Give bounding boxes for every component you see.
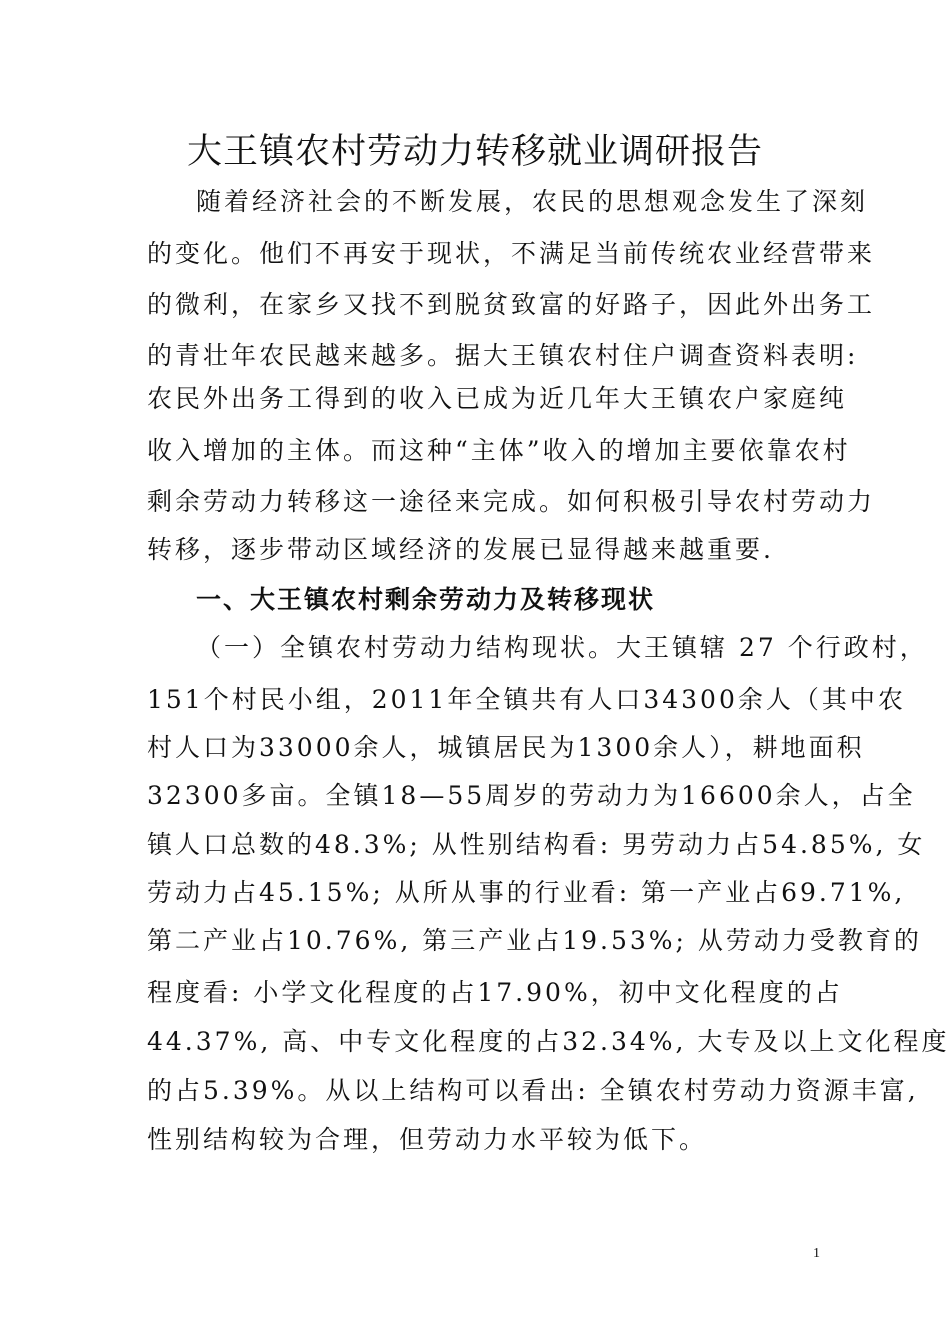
paragraph-line: 镇人口总数的48.3%; 从性别结构看: 男劳动力占54.85%, 女 [147,830,926,859]
paragraph-line: 随着经济社会的不断发展，农民的思想观念发生了深刻 [196,187,869,216]
paragraph-line: 村人口为33000余人，城镇居民为1300余人），耕地面积 [147,733,865,762]
paragraph-line: （一）全镇农村劳动力结构现状。大王镇辖 27 个行政村， [196,633,928,662]
paragraph-line: 收入增加的主体。而这种“主体”收入的增加主要依靠农村 [147,436,851,465]
paragraph-line: 的青壮年农民越来越多。据大王镇农村住户调查资料表明: [147,341,859,370]
paragraph-line: 转移，逐步带动区域经济的发展已显得越来越重要. [147,535,774,564]
paragraph-line: 的变化。他们不再安于现状，不满足当前传统农业经营带来 [147,239,876,268]
paragraph-line: 的微利，在家乡又找不到脱贫致富的好路子，因此外出务工 [147,290,876,319]
section-heading: 一、大王镇农村剩余劳动力及转移现状 [196,585,656,614]
paragraph-line: 程度看: 小学文化程度的占17.90%，初中文化程度的占 [147,978,843,1007]
paragraph-line: 剩余劳动力转移这一途径来完成。如何积极引导农村劳动力 [147,487,876,516]
paragraph-line: 劳动力占45.15%; 从所从事的行业看: 第一产业占69.71%, [147,878,906,907]
document-title: 大王镇农村劳动力转移就业调研报告 [186,132,763,172]
paragraph-line: 第二产业占10.76%, 第三产业占19.53%; 从劳动力受教育的 [147,926,922,955]
page-number: 1 [813,1246,820,1261]
paragraph-line: 32300多亩。全镇18—55周岁的劳动力为16600余人，占全 [147,781,916,810]
paragraph-line: 44.37%, 高、中专文化程度的占32.34%, 大专及以上文化程度 [147,1027,950,1056]
paragraph-line: 的占5.39%。从以上结构可以看出: 全镇农村劳动力资源丰富, [147,1076,919,1105]
paragraph-line: 151个村民小组，2011年全镇共有人口34300余人（其中农 [147,685,906,714]
paragraph-line: 性别结构较为合理，但劳动力水平较为低下。 [147,1125,708,1154]
paragraph-line: 农民外出务工得到的收入已成为近几年大王镇农户家庭纯 [147,384,848,413]
